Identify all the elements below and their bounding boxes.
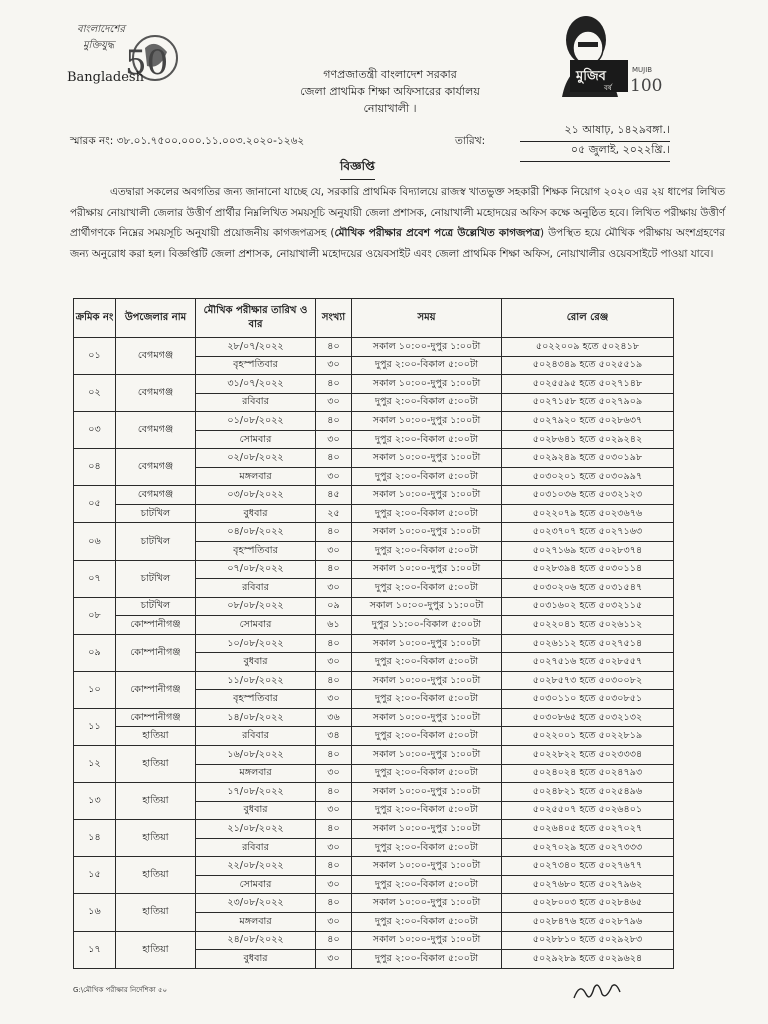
cell-time: দুপুর ২:০০-বিকাল ৫:০০টা	[352, 912, 502, 931]
badge-en: MUJIB	[632, 66, 653, 74]
cell-roll-range: ৫০৩০২০৬ হতে ৫০৩১৫৪৭	[502, 579, 674, 598]
cell-count: ৩০	[316, 912, 352, 931]
cell-time: দুপুর ১১:০০-বিকাল ৫:০০টা	[352, 616, 502, 635]
cell-time: দুপুর ২:০০-বিকাল ৫:০০টা	[352, 801, 502, 820]
cell-date: ০৩/০৮/২০২২	[196, 486, 316, 505]
cell-count: ৪০	[316, 634, 352, 653]
cell-roll-range: ৫০২৭০২৯ হতে ৫০২৭৩৩৩	[502, 838, 674, 857]
table-row	[74, 708, 674, 727]
cell-count: ৪০	[316, 449, 352, 468]
cell-time: দুপুর ২:০০-বিকাল ৫:০০টা	[352, 467, 502, 486]
cell-upazila: কোম্পানীগঞ্জ	[116, 671, 196, 708]
cell-serial: ১৭	[74, 931, 116, 968]
cell-date: বৃহস্পতিবার	[196, 690, 316, 709]
cell-upazila: কোম্পানীগঞ্জ	[116, 616, 196, 635]
cell-time: সকাল ১০:০০-দুপুর ১:০০টা	[352, 746, 502, 765]
signature-icon	[570, 978, 625, 1004]
cell-date: ১৬/০৮/২০২২	[196, 746, 316, 765]
table-row	[74, 449, 674, 468]
cell-count: ০৯	[316, 597, 352, 616]
cell-roll-range: ৫০৩১০৩৬ হতে ৫০৩২১২৩	[502, 486, 674, 505]
table-row	[74, 931, 674, 950]
signature	[570, 978, 625, 1004]
cell-roll-range: ৫০২৮০০৩ হতে ৫০২৮৪৬৫	[502, 894, 674, 913]
cell-time: দুপুর ২:০০-বিকাল ৫:০০টা	[352, 875, 502, 894]
cell-roll-range: ৫০২৩৭০৭ হতে ৫০২৭১৬৩	[502, 523, 674, 542]
cell-roll-range: ৫০২৭১৬৯ হতে ৫০২৮৩৭৪	[502, 542, 674, 561]
cell-roll-range: ৫০২৮৪৭৬ হতে ৫০২৮৭৯৬	[502, 912, 674, 931]
cell-roll-range: ৫০৩০৮৬৫ হতে ৫০৩২১৩২	[502, 708, 674, 727]
schedule-body	[74, 338, 674, 969]
header-count: সংখ্যা	[316, 299, 352, 338]
table-row	[74, 523, 674, 542]
table-row	[74, 616, 674, 635]
cell-serial: ১১	[74, 708, 116, 745]
header-date: মৌখিক পরীক্ষার তারিখ ও বার	[196, 299, 316, 338]
cell-time: দুপুর ২:০০-বিকাল ৫:০০টা	[352, 356, 502, 375]
cell-date: ০৪/০৮/২০২২	[196, 523, 316, 542]
cell-time: দুপুর ২:০০-বিকাল ৫:০০টা	[352, 727, 502, 746]
cell-count: ৩০	[316, 542, 352, 561]
footer-file-path: G:\মৌখিক পরীক্ষার নির্দেশিকা ৫০	[73, 986, 168, 994]
header-line-3: নোয়াখালী ।	[363, 102, 417, 115]
cell-date: ১৪/০৮/২০২২	[196, 708, 316, 727]
memo-number: স্মারক নং: ৩৮.০১.৭৫০০.০০০.১১.০০৩.২০২০-১২৬২	[70, 135, 305, 147]
cell-count: ৪০	[316, 931, 352, 950]
cell-count: ৪০	[316, 746, 352, 765]
cell-date: ২৩/০৮/২০২২	[196, 894, 316, 913]
paragraph-part-2: ) উপস্থিত হয়ে মৌখিক পরীক্ষায় অংশগ্রহণের জন্য অনুরোধ করা হল। বিজ্ঞপ্তিটি জেলা প্রশাসক, নোয়াখালী মহোদয়ের ওয়েবসাইট এবং জেলা প্রাথমিক শিক্ষা অফিস, নোয়াখালীর ওয়েবসাইটে পাওয়া যাবে।	[70, 227, 725, 260]
cell-roll-range: ৫০২৫৫০৭ হতে ৫০২৬৪০১	[502, 801, 674, 820]
cell-roll-range: ৫০২৭৩৪০ হতে ৫০২৭৬৭৭	[502, 857, 674, 876]
logo-text-line2: মুক্তিযুদ্ধ	[83, 40, 115, 51]
table-row	[74, 857, 674, 876]
logo-word: Bangladesh	[67, 70, 144, 85]
cell-time: দুপুর ২:০০-বিকাল ৫:০০টা	[352, 950, 502, 969]
cell-upazila: হাতিয়া	[116, 857, 196, 894]
cell-serial: ১৬	[74, 894, 116, 931]
cell-roll-range: ৫০২২০০১ হতে ৫০২২৮১৯	[502, 727, 674, 746]
cell-date: ২১/০৮/২০২২	[196, 820, 316, 839]
cell-upazila: হাতিয়া	[116, 783, 196, 820]
table-row	[74, 486, 674, 505]
cell-count: ৩০	[316, 801, 352, 820]
cell-date: রবিবার	[196, 393, 316, 412]
cell-time: সকাল ১০:০০-দুপুর ১:০০টা	[352, 708, 502, 727]
cell-time: সকাল ১০:০০-দুপুর ১:০০টা	[352, 857, 502, 876]
cell-count: ৪০	[316, 560, 352, 579]
cell-count: ৩০	[316, 653, 352, 672]
badge-text: মুজিব	[576, 69, 606, 84]
cell-count: ৩০	[316, 764, 352, 783]
cell-date: মঙ্গলবার	[196, 467, 316, 486]
cell-count: ২৫	[316, 504, 352, 523]
office-header	[230, 66, 550, 117]
cell-upazila: বেগমগঞ্জ	[116, 486, 196, 505]
cell-date: মঙ্গলবার	[196, 912, 316, 931]
cell-date: সোমবার	[196, 616, 316, 635]
notice-title: বিজ্ঞপ্তি	[340, 158, 375, 180]
table-row	[74, 820, 674, 839]
cell-date: রবিবার	[196, 579, 316, 598]
cell-serial: ১২	[74, 746, 116, 783]
cell-roll-range: ৫০২৭৫১৬ হতে ৫০২৮৫৫৭	[502, 653, 674, 672]
cell-count: ৩০	[316, 356, 352, 375]
logo-number: 50	[125, 43, 169, 83]
paragraph-bold: মৌখিক পরীক্ষার প্রবেশ পত্রে উল্লেখিত কাগজপত্র	[334, 227, 541, 239]
cell-serial: ০৩	[74, 412, 116, 449]
cell-date: সোমবার	[196, 875, 316, 894]
cell-time: দুপুর ২:০০-বিকাল ৫:০০টা	[352, 653, 502, 672]
cell-date: বুধবার	[196, 504, 316, 523]
cell-date: সোমবার	[196, 430, 316, 449]
cell-time: দুপুর ২:০০-বিকাল ৫:০০টা	[352, 579, 502, 598]
header-line-1: গণপ্রজাতন্ত্রী বাংলাদেশ সরকার	[323, 68, 457, 81]
cell-serial: ১৩	[74, 783, 116, 820]
cell-count: ৪০	[316, 375, 352, 394]
cell-serial: ০৫	[74, 486, 116, 523]
cell-upazila: চাটখিল	[116, 523, 196, 560]
cell-count: ৪০	[316, 783, 352, 802]
cell-count: ৪০	[316, 857, 352, 876]
logo-text-line1: বাংলাদেশের	[77, 24, 125, 35]
cell-time: সকাল ১০:০০-দুপুর ১:০০টা	[352, 894, 502, 913]
cell-count: ৩০	[316, 579, 352, 598]
cell-upazila: চাটখিল	[116, 504, 196, 523]
table-row	[74, 412, 674, 431]
table-row	[74, 560, 674, 579]
cell-count: ৩৪	[316, 727, 352, 746]
cell-time: দুপুর ২:০০-বিকাল ৫:০০টা	[352, 430, 502, 449]
cell-count: ৩৬	[316, 708, 352, 727]
cell-serial: ০৪	[74, 449, 116, 486]
cell-serial: ১৪	[74, 820, 116, 857]
cell-serial: ০২	[74, 375, 116, 412]
cell-date: বুধবার	[196, 801, 316, 820]
cell-date: বৃহস্পতিবার	[196, 542, 316, 561]
cell-date: ৩১/০৭/২০২২	[196, 375, 316, 394]
cell-count: ৪০	[316, 894, 352, 913]
cell-count: ৪৫	[316, 486, 352, 505]
cell-upazila: হাতিয়া	[116, 820, 196, 857]
cell-date: ১০/০৮/২০২২	[196, 634, 316, 653]
cell-time: সকাল ১০:০০-দুপুর ১:০০টা	[352, 523, 502, 542]
cell-upazila: কোম্পানীগঞ্জ	[116, 634, 196, 671]
cell-count: ৩০	[316, 430, 352, 449]
cell-date: ২২/০৮/২০২২	[196, 857, 316, 876]
cell-count: ৪০	[316, 523, 352, 542]
cell-roll-range: ৫০২২০০৯ হতে ৫০২৪১৮	[502, 338, 674, 357]
table-row	[74, 894, 674, 913]
cell-roll-range: ৫০২২০৭৯ হতে ৫০২৩৬৭৬	[502, 504, 674, 523]
cell-count: ৪০	[316, 820, 352, 839]
cell-serial: ০৭	[74, 560, 116, 597]
table-row	[74, 338, 674, 357]
cell-time: সকাল ১০:০০-দুপুর ১:০০টা	[352, 820, 502, 839]
cell-time: সকাল ১০:০০-দুপুর ১:০০টা	[352, 375, 502, 394]
cell-roll-range: ৫০২৪৩৪৯ হতে ৫০২৫৫১৯	[502, 356, 674, 375]
cell-roll-range: ৫০২৬১১২ হতে ৫০২৭৫১৪	[502, 634, 674, 653]
cell-upazila: বেগমগঞ্জ	[116, 412, 196, 449]
header-serial: ক্রমিক নং	[74, 299, 116, 338]
header-time: সময়	[352, 299, 502, 338]
cell-date: রবিবার	[196, 727, 316, 746]
cell-roll-range: ৫০২৮৩৯৪ হতে ৫০৩০১১৪	[502, 560, 674, 579]
cell-time: সকাল ১০:০০-দুপুর ১:০০টা	[352, 449, 502, 468]
table-header-row	[74, 299, 674, 338]
cell-serial: ০৬	[74, 523, 116, 560]
cell-roll-range: ৫০২৭৯২০ হতে ৫০২৮৬৩৭	[502, 412, 674, 431]
cell-roll-range: ৫০২৬৪০৫ হতে ৫০২৭০২৭	[502, 820, 674, 839]
cell-serial: ১০	[74, 671, 116, 708]
cell-date: ০১/০৮/২০২২	[196, 412, 316, 431]
cell-count: ৩০	[316, 950, 352, 969]
badge-num: 100	[630, 76, 663, 94]
table-row	[74, 671, 674, 690]
notice-paragraph	[70, 182, 725, 264]
cell-roll-range: ৫০২৮৬৪১ হতে ৫০২৯২৪২	[502, 430, 674, 449]
cell-upazila: হাতিয়া	[116, 746, 196, 783]
cell-date: মঙ্গলবার	[196, 764, 316, 783]
cell-roll-range: ৫০২৭৬৮০ হতে ৫০২৭৯৬২	[502, 875, 674, 894]
paragraph-part-1: এতদ্বারা সকলের অবগতির জন্য জানানো যাচ্ছে যে, সরকারি প্রাথমিক বিদ্যালয়ে রাজস্ব খাতভুক্ত সহকারী শিক্ষক নিয়োগ ২০২০ এর ২য় ধাপের লিখিত পরীক্ষায় নোয়াখালী জেলার উত্তীর্ণ প্রার্থীর নিম্নলিখিত সময়সূচি অনুযায়ী জেলা প্রশাসক, নোয়াখালী মহোদয়ের অফিস কক্ষে অনুষ্ঠিত হবে। লিখিত পরীক্ষায় উত্তীর্ণ প্রার্থীগণকে নিম্নের সময়সূচি অনুযায়ী প্রয়োজনীয় কাগজপত্রসহ (	[70, 186, 725, 239]
cell-time: সকাল ১০:০০-দুপুর ১:০০টা	[352, 412, 502, 431]
cell-upazila: হাতিয়া	[116, 727, 196, 746]
date-gregorian: ০৫ জুলাই, ২০২২খ্রি.।	[520, 141, 670, 162]
date-label: তারিখ:	[455, 135, 486, 147]
cell-upazila: বেগমগঞ্জ	[116, 338, 196, 375]
cell-roll-range: ৫০৩১৬০২ হতে ৫০৩২১১৫	[502, 597, 674, 616]
badge-sub: বর্ষ	[604, 84, 612, 92]
cell-roll-range: ৫০২৪০২৪ হতে ৫০২৪৭৯৩	[502, 764, 674, 783]
header-line-2: জেলা প্রাথমিক শিক্ষা অফিসারের কার্যালয়	[300, 85, 480, 98]
mujib-badge	[570, 58, 685, 94]
cell-upazila: কোম্পানীগঞ্জ	[116, 708, 196, 727]
cell-roll-range: ৫০৩০১১০ হতে ৫০৩০৮৫১	[502, 690, 674, 709]
cell-serial: ০১	[74, 338, 116, 375]
cell-date: ১৭/০৮/২০২২	[196, 783, 316, 802]
cell-date: ০২/০৮/২০২২	[196, 449, 316, 468]
cell-roll-range: ৫০২২০৪১ হতে ৫০২৬১১২	[502, 616, 674, 635]
table-row	[74, 597, 674, 616]
cell-roll-range: ৫০২৯২৪৯ হতে ৫০৩০১৯৮	[502, 449, 674, 468]
cell-serial: ১৫	[74, 857, 116, 894]
table-row	[74, 375, 674, 394]
cell-roll-range: ৫০২৮৮১০ হতে ৫০২৯২৮৩	[502, 931, 674, 950]
cell-time: দুপুর ২:০০-বিকাল ৫:০০টা	[352, 504, 502, 523]
cell-roll-range: ৫০২৯২৮৯ হতে ৫০২৯৬২৪	[502, 950, 674, 969]
cell-time: সকাল ১০:০০-দুপুর ১:০০টা	[352, 486, 502, 505]
cell-serial: ০৯	[74, 634, 116, 671]
cell-count: ৪০	[316, 671, 352, 690]
cell-time: সকাল ১০:০০-দুপুর ১:০০টা	[352, 560, 502, 579]
cell-roll-range: ৫০২৮৫৭৩ হতে ৫০৩০০৮২	[502, 671, 674, 690]
cell-roll-range: ৫০২৪৮২১ হতে ৫০২৫৪৯৬	[502, 783, 674, 802]
cell-time: সকাল ১০:০০-দুপুর ১:০০টা	[352, 783, 502, 802]
cell-date: ১১/০৮/২০২২	[196, 671, 316, 690]
table-row	[74, 746, 674, 765]
cell-time: দুপুর ২:০০-বিকাল ৫:০০টা	[352, 764, 502, 783]
table-row	[74, 634, 674, 653]
cell-serial: ০৮	[74, 597, 116, 634]
cell-upazila: হাতিয়া	[116, 894, 196, 931]
cell-date: বুধবার	[196, 950, 316, 969]
cell-time: দুপুর ২:০০-বিকাল ৫:০০টা	[352, 690, 502, 709]
cell-count: ৩০	[316, 467, 352, 486]
cell-date: ২৪/০৮/২০২২	[196, 931, 316, 950]
cell-count: ৩০	[316, 838, 352, 857]
cell-time: দুপুর ২:০০-বিকাল ৫:০০টা	[352, 838, 502, 857]
cell-time: সকাল ১০:০০-দুপুর ১:০০টা	[352, 671, 502, 690]
cell-time: সকাল ১০:০০-দুপুর ১:০০টা	[352, 338, 502, 357]
cell-count: ৩০	[316, 690, 352, 709]
cell-time: দুপুর ২:০০-বিকাল ৫:০০টা	[352, 542, 502, 561]
mujib-100-badge-icon	[570, 58, 685, 94]
cell-count: ৬১	[316, 616, 352, 635]
cell-date: ০৭/০৮/২০২২	[196, 560, 316, 579]
cell-count: ৩০	[316, 393, 352, 412]
table-row	[74, 727, 674, 746]
table-row	[74, 504, 674, 523]
cell-time: দুপুর ২:০০-বিকাল ৫:০০টা	[352, 393, 502, 412]
cell-count: ৪০	[316, 338, 352, 357]
table-row	[74, 783, 674, 802]
cell-count: ৩০	[316, 875, 352, 894]
cell-upazila: হাতিয়া	[116, 931, 196, 968]
header-roll-range: রোল রেঞ্জ	[502, 299, 674, 338]
cell-time: সকাল ১০:০০-দুপুর ১১:০০টা	[352, 597, 502, 616]
cell-date: ২৮/০৭/২০২২	[196, 338, 316, 357]
cell-upazila: চাটখিল	[116, 597, 196, 616]
schedule-table	[73, 298, 674, 969]
cell-roll-range: ৫০২৫৫৯৫ হতে ৫০২৭১৪৮	[502, 375, 674, 394]
cell-roll-range: ৫০২৭১৫৮ হতে ৫০২৭৯০৯	[502, 393, 674, 412]
cell-roll-range: ৫০৩০২০১ হতে ৫০৩০৯৯৭	[502, 467, 674, 486]
cell-time: সকাল ১০:০০-দুপুর ১:০০টা	[352, 931, 502, 950]
date-bangla: ২১ আষাঢ়, ১৪২৯বঙ্গা.।	[520, 121, 670, 142]
cell-upazila: চাটখিল	[116, 560, 196, 597]
cell-date: ০৮/০৮/২০২২	[196, 597, 316, 616]
cell-count: ৪০	[316, 412, 352, 431]
header-upazila: উপজেলার নাম	[116, 299, 196, 338]
cell-date: বৃহস্পতিবার	[196, 356, 316, 375]
bangladesh-50-logo	[55, 18, 185, 93]
cell-roll-range: ৫০২২৮২২ হতে ৫০২৩৩৩৪	[502, 746, 674, 765]
cell-time: সকাল ১০:০০-দুপুর ১:০০টা	[352, 634, 502, 653]
cell-upazila: বেগমগঞ্জ	[116, 375, 196, 412]
cell-date: রবিবার	[196, 838, 316, 857]
cell-date: বুধবার	[196, 653, 316, 672]
cell-upazila: বেগমগঞ্জ	[116, 449, 196, 486]
